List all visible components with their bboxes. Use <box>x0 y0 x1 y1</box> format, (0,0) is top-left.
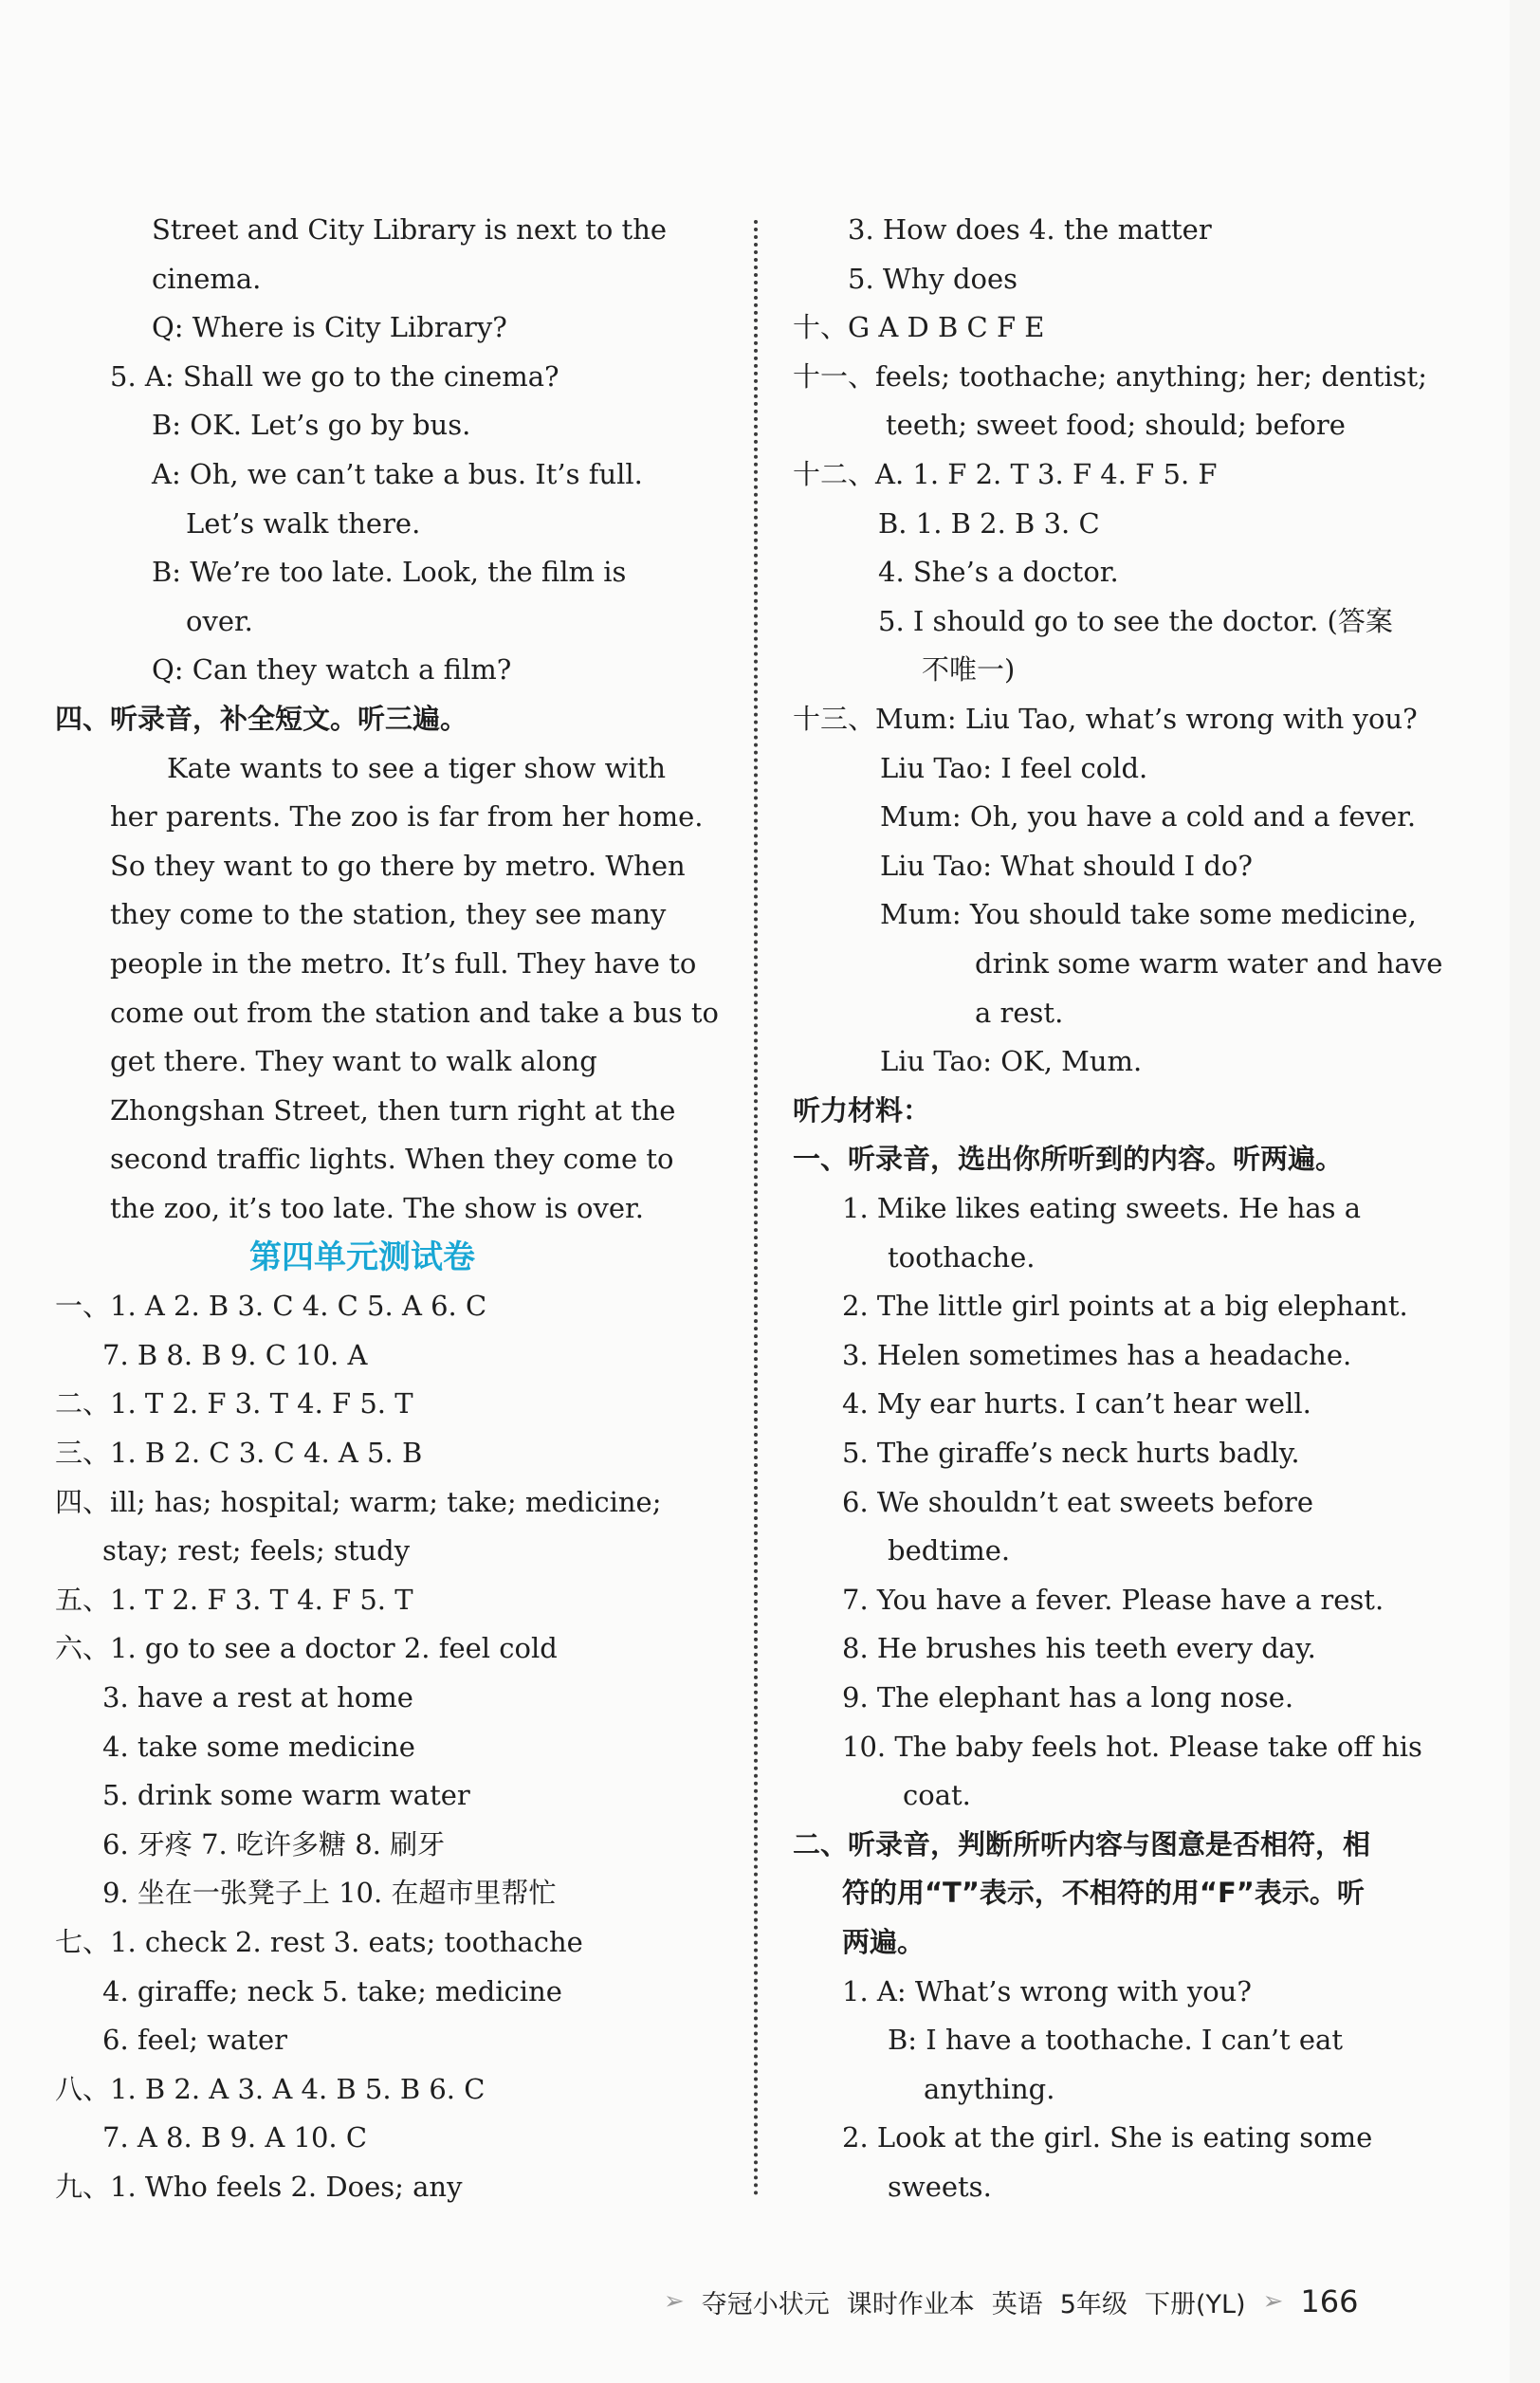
text-line: 不唯一) <box>922 653 1016 687</box>
text-line: Mum: You should take some medicine, <box>880 898 1417 931</box>
section-heading: 一、听录音，选出你所听到的内容。听两遍。 <box>793 1143 1344 1176</box>
section-heading: 两遍。 <box>842 1926 926 1958</box>
text-line: 十、G A D B C F E <box>793 311 1045 344</box>
text-line: 2. Look at the girl. She is eating some <box>842 2121 1373 2154</box>
text-line: 9. The elephant has a long nose. <box>842 1681 1294 1714</box>
text-line: Kate wants to see a tiger show with <box>167 751 667 784</box>
text-line: 5. A: Shall we go to the cinema? <box>110 359 559 393</box>
unit-title: 第四单元测试卷 <box>249 1237 475 1276</box>
text-line: people in the metro. It’s full. They have to <box>110 947 697 980</box>
footer-arrow-icon: ➢ <box>1262 2287 1284 2316</box>
text-line: 1. Mike likes eating sweets. He has a <box>842 1192 1362 1224</box>
text-line: 4. My ear hurts. I can’t hear well. <box>842 1387 1311 1421</box>
text-line: toothache. <box>888 1240 1036 1274</box>
text-line: 八、1. B 2. A 3. A 4. B 5. B 6. C <box>55 2072 486 2105</box>
text-line: coat. <box>903 1779 971 1812</box>
text-line: Street and City Library is next to the <box>152 213 668 246</box>
text-line: 1. A: What’s wrong with you? <box>842 1974 1252 2007</box>
page-footer <box>664 2278 1441 2325</box>
footer-brand: 夺冠小状元 <box>701 2289 830 2319</box>
text-line: 九、1. Who feels 2. Does; any <box>55 2171 463 2203</box>
section-heading: 二、听录音，判断所听内容与图意是否相符，相 <box>793 1827 1371 1861</box>
text-line: 4. take some medicine <box>102 1730 415 1763</box>
text-line: 10. The baby feels hot. Please take off his <box>842 1730 1422 1763</box>
text-line: 6. We shouldn’t eat sweets before <box>842 1485 1314 1518</box>
text-line: B: I have a toothache. I can’t eat <box>888 2024 1344 2057</box>
text-line: 4. giraffe; neck 5. take; medicine <box>102 1974 562 2007</box>
text-line: 3. How does 4. the matter <box>848 213 1212 246</box>
text-line: 5. I should go to see the doctor. (答案 <box>878 604 1393 637</box>
section-heading: 符的用“T”表示，不相符的用“F”表示。听 <box>842 1877 1365 1910</box>
text-line: teeth; sweet food; should; before <box>886 409 1346 442</box>
text-line: A: Oh, we can’t take a bus. It’s full. <box>152 458 643 490</box>
text-line: Let’s walk there. <box>186 506 421 540</box>
text-line: 6. feel; water <box>102 2024 287 2057</box>
text-line: 十二、A. 1. F 2. T 3. F 4. F 5. F <box>793 458 1218 490</box>
text-line: 2. The little girl points at a big elephant. <box>842 1290 1408 1323</box>
text-line: 3. Helen sometimes has a headache. <box>842 1338 1352 1371</box>
text-line: 4. She’s a doctor. <box>878 556 1119 589</box>
text-line: 7. You have a fever. Please have a rest. <box>842 1583 1384 1616</box>
text-line: B: OK. Let’s go by bus. <box>152 409 471 442</box>
text-line: 3. have a rest at home <box>102 1681 413 1714</box>
text-line: 7. B 8. B 9. C 10. A <box>102 1338 368 1371</box>
text-line: 七、1. check 2. rest 3. eats; toothache <box>55 1926 583 1958</box>
text-line: B. 1. B 2. B 3. C <box>878 506 1100 540</box>
footer-term: 下册(YL) <box>1144 2289 1246 2319</box>
text-line: 十三、Mum: Liu Tao, what’s wrong with you? <box>793 703 1418 735</box>
text-line: cinema. <box>152 262 262 295</box>
section-heading: 听力材料： <box>793 1093 931 1127</box>
text-line: a rest. <box>975 996 1064 1029</box>
text-line: Liu Tao: What should I do? <box>880 849 1253 882</box>
text-line: 六、1. go to see a doctor 2. feel cold <box>55 1632 558 1665</box>
text-line: 7. A 8. B 9. A 10. C <box>102 2121 368 2154</box>
text-line: 6. 牙疼 7. 吃许多糖 8. 刷牙 <box>102 1827 446 1861</box>
text-line: Q: Where is City Library? <box>152 311 507 344</box>
text-line: come out from the station and take a bus to <box>110 996 719 1029</box>
text-line: the zoo, it’s too late. The show is over. <box>110 1192 644 1224</box>
text-line: anything. <box>924 2072 1055 2105</box>
page-number: 166 <box>1300 2283 1359 2319</box>
text-line: So they want to go there by metro. When <box>110 849 686 882</box>
text-line: drink some warm water and have <box>975 947 1443 980</box>
text-line: over. <box>186 604 253 637</box>
text-line: 四、ill; has; hospital; warm; take; medicine; <box>55 1485 662 1518</box>
text-line: second traffic lights. When they come to <box>110 1143 674 1176</box>
text-line: Liu Tao: I feel cold. <box>880 751 1148 784</box>
text-line: 二、1. T 2. F 3. T 4. F 5. T <box>55 1387 413 1421</box>
text-line: stay; rest; feels; study <box>102 1534 411 1567</box>
text-line: Zhongshan Street, then turn right at the <box>110 1093 676 1127</box>
text-line: Q: Can they watch a film? <box>152 653 512 687</box>
text-line: 五、1. T 2. F 3. T 4. F 5. T <box>55 1583 413 1616</box>
text-line: they come to the station, they see many <box>110 898 667 931</box>
text-line: sweets. <box>888 2171 992 2203</box>
text-line: her parents. The zoo is far from her home. <box>110 800 704 834</box>
text-line: 一、1. A 2. B 3. C 4. C 5. A 6. C <box>55 1290 487 1323</box>
text-line: 5. The giraffe’s neck hurts badly. <box>842 1437 1300 1469</box>
column-divider <box>754 220 758 2197</box>
text-line: 8. He brushes his teeth every day. <box>842 1632 1316 1665</box>
footer-subject: 英语 <box>991 2289 1043 2319</box>
section-heading: 四、听录音，补全短文。听三遍。 <box>55 703 468 735</box>
text-line: Liu Tao: OK, Mum. <box>880 1045 1143 1078</box>
footer-grade: 5年级 <box>1059 2289 1128 2319</box>
footer-arrow-icon: ➢ <box>664 2287 685 2316</box>
text-line: bedtime. <box>888 1534 1011 1567</box>
text-line: 5. drink some warm water <box>102 1779 470 1812</box>
text-line: B: We’re too late. Look, the film is <box>152 556 627 589</box>
text-line: 三、1. B 2. C 3. C 4. A 5. B <box>55 1437 423 1469</box>
text-line: 十一、feels; toothache; anything; her; dentist; <box>793 359 1427 393</box>
text-line: Mum: Oh, you have a cold and a fever. <box>880 800 1417 834</box>
text-line: 9. 坐在一张凳子上 10. 在超市里帮忙 <box>102 1877 557 1910</box>
footer-series: 课时作业本 <box>846 2289 975 2319</box>
text-line: get there. They want to walk along <box>110 1045 597 1078</box>
text-line: 5. Why does <box>848 262 1018 295</box>
